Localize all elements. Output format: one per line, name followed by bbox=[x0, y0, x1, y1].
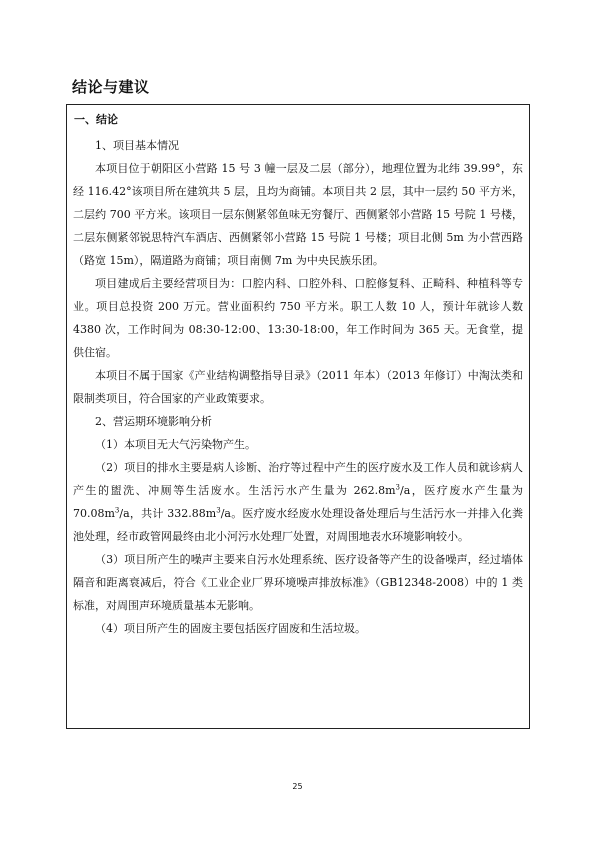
water-sup-2: 3 bbox=[114, 506, 120, 515]
paragraph-water bbox=[73, 456, 523, 548]
water-sup-3: 3 bbox=[216, 506, 221, 515]
water-text-1: （2）项目的排水主要是病人诊断、治疗等过程中产生的医疗废水及工作人员和就诊病人产生的盥洗、冲厕等生活废水。生活污水产生量为 262.8m bbox=[73, 461, 523, 497]
subsection-title-2: 2、营运期环境影响分析 bbox=[95, 415, 212, 428]
paragraph-waste: （4）项目所产生的固废主要包括医疗固废和生活垃圾。 bbox=[95, 622, 366, 635]
paragraph-location: 本项目位于朝阳区小营路 15 号 3 幢一层及二层（部分），地理位置为北纬 39.99°，东经 116.42°该项目所在建筑共 5 层，且均为商铺。本项目共 2 层，其中一层约 50 平方米，二层约 700 平方米。该项目一层东侧紧邻鱼味无穷餐厅、西侧紧邻小营路 15 号院 1 号楼，二层东侧紧邻锐思特汽车酒店、西侧紧邻小营路 15 号院 1 号楼；项目北侧 5m 为小营西路（路宽 15m），隔道路为商铺；项目南侧 7m 为中央民族乐团。 bbox=[73, 162, 523, 267]
paragraph-noise: （3）项目所产生的噪声主要来自污水处理系统、医疗设备等产生的设备噪声，经过墙体隔音和距离衰减后，符合《工业企业厂界环境噪声排放标准》（GB12348-2008）中的 1 类标准，对周围声环境质量基本无影响。 bbox=[73, 553, 523, 612]
conclusion-box bbox=[66, 104, 530, 729]
subsection-title-1: 1、项目基本情况 bbox=[95, 139, 179, 152]
conclusion-body bbox=[73, 134, 523, 640]
section-title: 一、结论 bbox=[74, 113, 118, 126]
water-text-4: /a。医疗废水经废水处理设备处理后与生活污水一并排入化粪池处理，经市政管网最终由北小河污水处理厂处置，对周围地表水环境影响较小。 bbox=[73, 507, 523, 543]
water-text-2: /a，医疗废水产生量为 70.08m bbox=[73, 484, 524, 520]
water-sup-1: 3 bbox=[395, 483, 400, 492]
water-text-3: /a，共计 332.88m bbox=[119, 507, 217, 520]
paragraph-air: （1）本项目无大气污染物产生。 bbox=[95, 438, 256, 451]
paragraph-policy: 本项目不属于国家《产业结构调整指导目录》（2011 年本）（2013 年修订）中淘汰类和限制类项目，符合国家的产业政策要求。 bbox=[73, 369, 523, 405]
page-heading: 结论与建议 bbox=[72, 78, 150, 96]
paragraph-operations: 项目建成后主要经营项目为：口腔内科、口腔外科、口腔修复科、正畸科、种植科等专业。项目总投资 200 万元。营业面积约 750 平方米。职工人数 10 人，预计年就诊人数 4380 次，工作时间为 08:30-12:00、13:30-18:00，年工作时间为 365 天。无食堂，提供住宿。 bbox=[73, 277, 523, 359]
page-number: 25 bbox=[292, 782, 303, 791]
